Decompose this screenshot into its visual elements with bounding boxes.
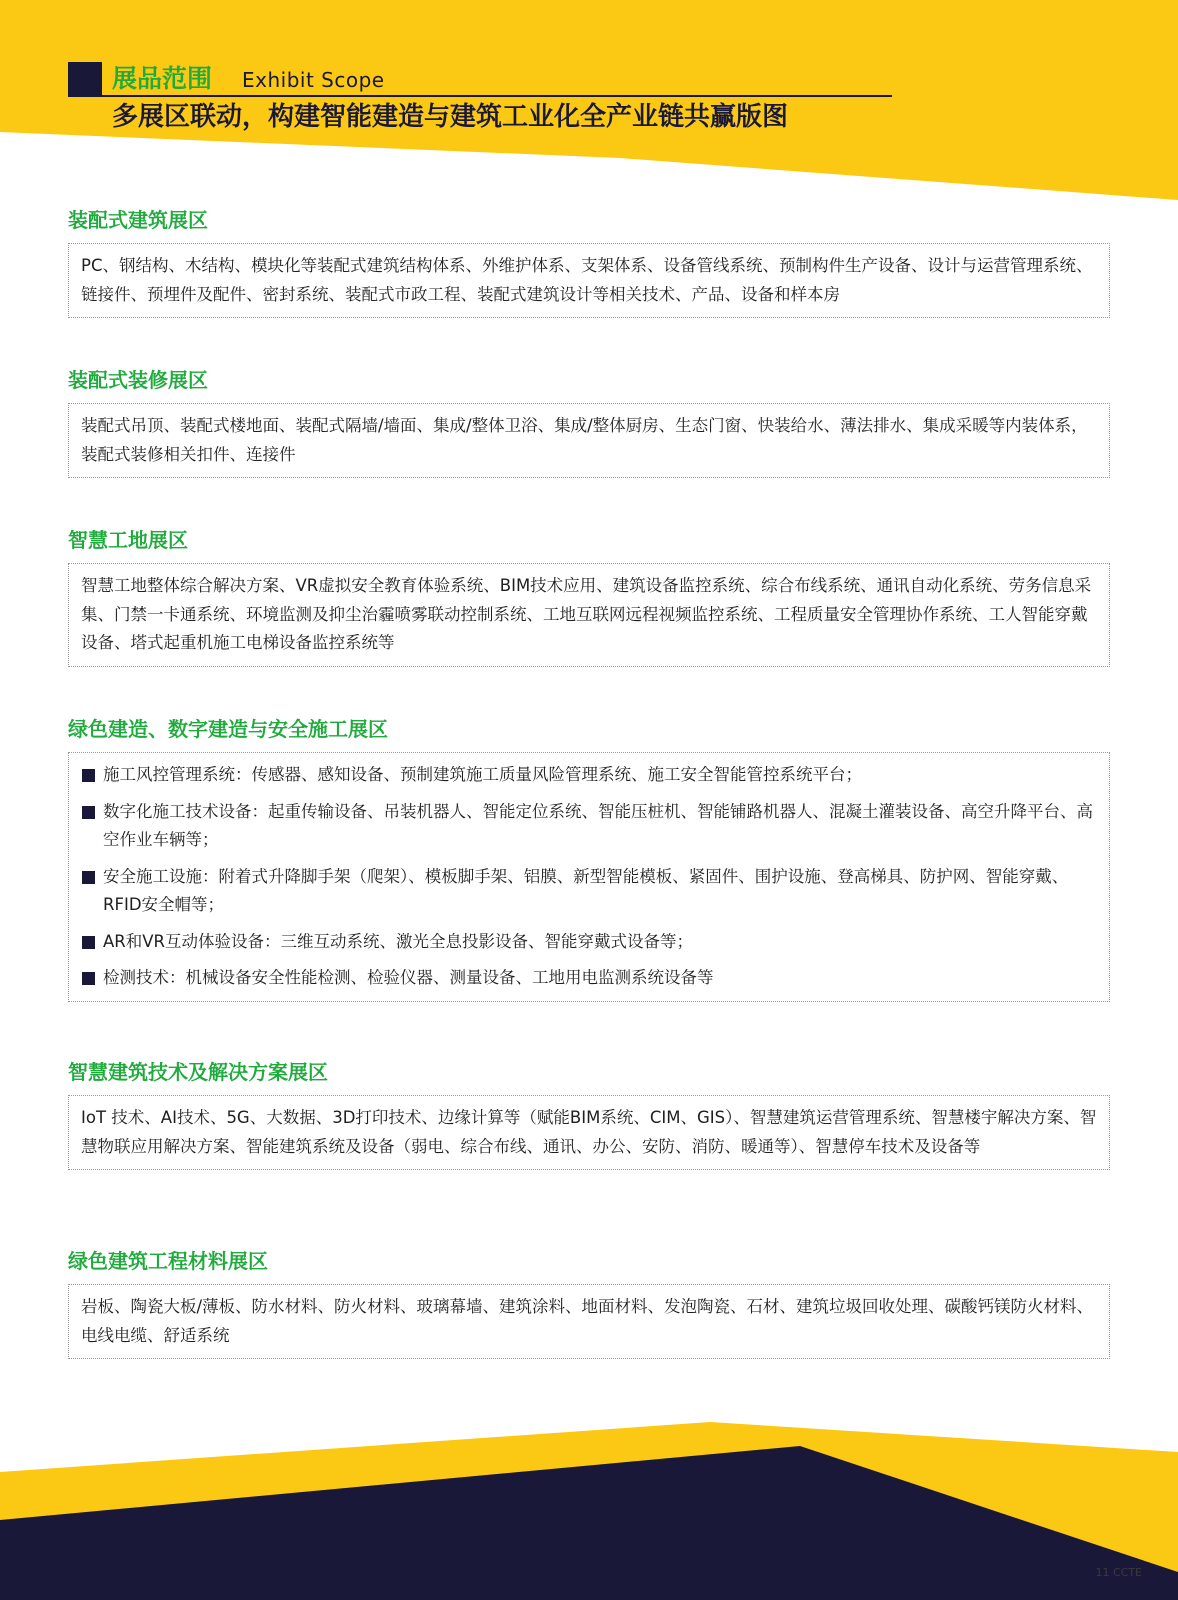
- bullet-item: [81, 928, 1097, 957]
- section-title: 智慧建筑技术及解决方案展区: [68, 1060, 328, 1084]
- section-text: PC、钢结构、木结构、模块化等装配式建筑结构体系、外维护体系、支架体系、设备管线系统、预制构件生产设备、设计与运营管理系统、链接件、预埋件及配件、密封系统、装配式市政工程、装配式建筑设计等相关技术、产品、设备和样本房: [81, 256, 1093, 304]
- section-title: 智慧工地展区: [68, 528, 188, 552]
- section-green-digital-safety: [68, 714, 1110, 1002]
- section-prefab-decoration: [68, 365, 1110, 478]
- bullet-text: 检测技术：机械设备安全性能检测、检验仪器、测量设备、工地用电监测系统设备等: [103, 968, 714, 987]
- bullet-text: AR和VR互动体验设备：三维互动系统、激光全息投影设备、智能穿戴式设备等；: [103, 931, 694, 951]
- section-text: 岩板、陶瓷大板/薄板、防水材料、防火材料、玻璃幕墙、建筑涂料、地面材料、发泡陶瓷、石材、建筑垃圾回收处理、碳酸钙镁防火材料、电线电缆、舒适系统: [81, 1297, 1094, 1345]
- page-number: 11 CCTE: [1095, 1566, 1142, 1579]
- section-text: 智慧工地整体综合解决方案、VR虚拟安全教育体验系统、BIM技术应用、建筑设备监控系统、综合布线系统、通讯自动化系统、劳务信息采集、门禁一卡通系统、环境监测及抑尘治霾喷雾联动控制系统、工地互联网远程视频监控系统、工程质量安全管理协作系统、工人智能穿戴设备、塔式起重机施工电梯设备监控系统等: [81, 576, 1092, 652]
- section-content-box: [68, 1284, 1110, 1359]
- header-underline: [68, 95, 892, 97]
- bullet-text: 安全施工设施：附着式升降脚手架（爬架）、模板脚手架、铝膜、新型智能模板、紧固件、围护设施、登高梯具、防护网、智能穿戴、RFID安全帽等；: [103, 866, 1069, 914]
- header-square-mark: [68, 62, 102, 96]
- header-title-en: Exhibit Scope: [242, 68, 385, 92]
- section-content-box: [68, 243, 1110, 318]
- section-smart-site: [68, 525, 1110, 667]
- square-bullet-icon: [82, 769, 95, 782]
- section-content-box: [68, 403, 1110, 478]
- section-title: 装配式装修展区: [68, 368, 208, 392]
- header-title-cn: 展品范围: [112, 64, 213, 93]
- section-text: 装配式吊顶、装配式楼地面、装配式隔墙/墙面、集成/整体卫浴、集成/整体厨房、生态门窗、快装给水、薄法排水、集成采暖等内装体系，装配式装修相关扣件、连接件: [81, 416, 1088, 464]
- bullet-text: 施工风控管理系统：传感器、感知设备、预制建筑施工质量风险管理系统、施工安全智能管控系统平台；: [103, 765, 862, 784]
- section-title: 装配式建筑展区: [68, 208, 208, 232]
- bullet-item: [81, 964, 1097, 993]
- section-title: 绿色建筑工程材料展区: [68, 1249, 268, 1273]
- bullet-item: [81, 863, 1097, 920]
- section-prefab-building: [68, 205, 1110, 318]
- square-bullet-icon: [82, 972, 95, 985]
- bullet-item: [81, 798, 1097, 855]
- header-subtitle: 多展区联动，构建智能建造与建筑工业化全产业链共赢版图: [112, 102, 789, 132]
- section-content-box: [68, 752, 1110, 1002]
- bullet-item: [81, 761, 1097, 790]
- section-green-materials: [68, 1246, 1110, 1359]
- section-smart-building-tech: [68, 1057, 1110, 1170]
- square-bullet-icon: [82, 871, 95, 884]
- section-content-box: [68, 563, 1110, 667]
- square-bullet-icon: [82, 806, 95, 819]
- square-bullet-icon: [82, 936, 95, 949]
- bullet-text: 数字化施工技术设备：起重传输设备、吊装机器人、智能定位系统、智能压桩机、智能铺路机器人、混凝土灌装设备、高空升降平台、高空作业车辆等；: [103, 801, 1093, 849]
- section-text: IoT 技术、AI技术、5G、大数据、3D打印技术、边缘计算等（赋能BIM系统、CIM、GIS）、智慧建筑运营管理系统、智慧楼宇解决方案、智慧物联应用解决方案、智能建筑系统及设备（弱电、综合布线、通讯、办公、安防、消防、暖通等）、智慧停车技术及设备等: [81, 1108, 1097, 1156]
- section-content-box: [68, 1095, 1110, 1170]
- section-title: 绿色建造、数字建造与安全施工展区: [68, 717, 388, 741]
